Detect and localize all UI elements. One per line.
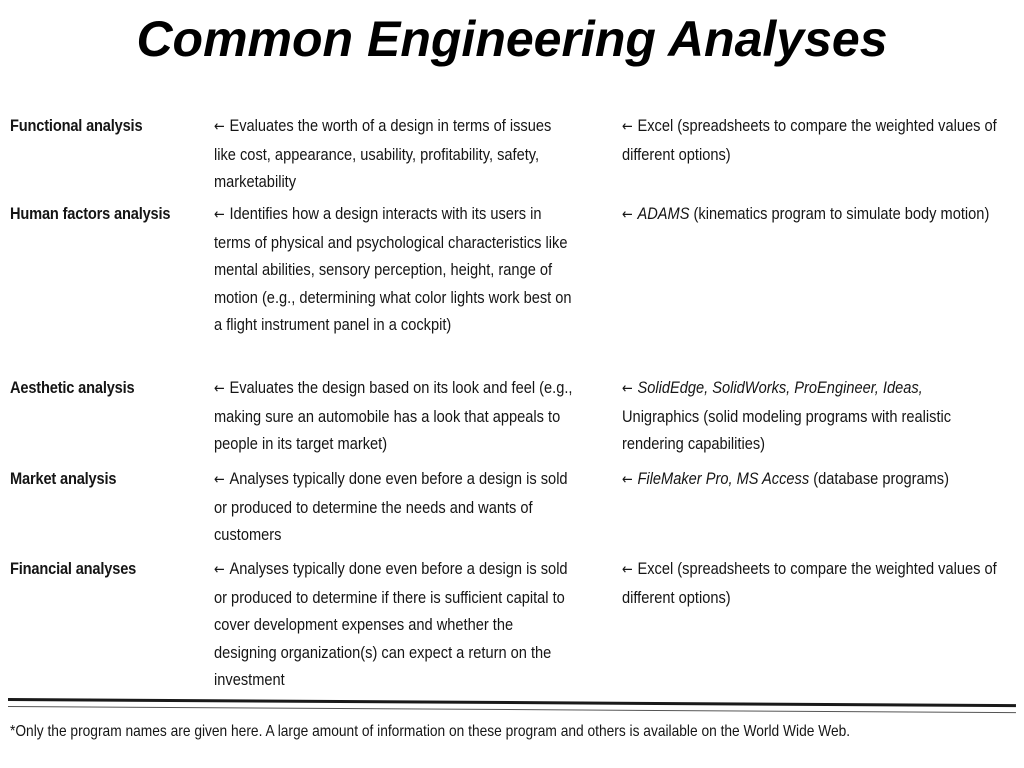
footnote: *Only the program names are given here. A large amount of information on these program and others is available on the World Wide Web.	[10, 723, 851, 740]
left-arrow-icon: ←	[214, 117, 225, 135]
left-arrow-icon: ←	[214, 379, 225, 397]
analysis-description: ← Evaluates the design based on its look and feel (e.g., making sure an automobile has a look that appeals to people in its target market)	[214, 374, 575, 458]
analysis-name: Functional analysis	[10, 116, 143, 135]
analysis-name: Human factors analysis	[10, 204, 171, 223]
left-arrow-icon: ←	[214, 205, 225, 223]
analysis-tool: ← ADAMS (kinematics program to simulate body motion)	[622, 200, 1000, 229]
analysis-description: ← Analyses typically done even before a design is sold or produced to determine the needs and wants of customers	[214, 465, 575, 549]
analysis-description: ← Evaluates the worth of a design in terms of issues like cost, appearance, usability, profitability, safety, marketability	[214, 112, 575, 196]
left-arrow-icon: ←	[622, 379, 633, 397]
analysis-name: Market analysis	[10, 469, 117, 488]
left-arrow-icon: ←	[622, 205, 633, 223]
analysis-name: Aesthetic analysis	[10, 378, 135, 397]
left-arrow-icon: ←	[622, 470, 633, 488]
left-arrow-icon: ←	[214, 560, 225, 578]
analysis-tool: ← FileMaker Pro, MS Access (database programs)	[622, 465, 1000, 494]
analysis-description: ← Analyses typically done even before a design is sold or produced to determine if there is sufficient capital to cover development expenses and whether the designing organization(s) can expect a return on the investment	[214, 555, 575, 694]
analysis-tool: ← SolidEdge, SolidWorks, ProEngineer, Ideas, Unigraphics (solid modeling programs with realistic rendering capabilities)	[622, 374, 1000, 458]
left-arrow-icon: ←	[214, 470, 225, 488]
page-title: Common Engineering Analyses	[136, 11, 888, 67]
left-arrow-icon: ←	[622, 117, 633, 135]
analysis-description: ← Identifies how a design interacts with its users in terms of physical and psychological characteristics like mental abilities, sensory perception, height, range of motion (e.g., determining what color lights work best on a flight instrument panel in a cockpit)	[214, 200, 575, 339]
divider-thin	[8, 706, 1016, 713]
divider-thick	[8, 698, 1016, 707]
analysis-name: Financial analyses	[10, 559, 137, 578]
analysis-tool: ← Excel (spreadsheets to compare the weighted values of different options)	[622, 112, 1000, 168]
left-arrow-icon: ←	[622, 560, 633, 578]
analysis-tool: ← Excel (spreadsheets to compare the weighted values of different options)	[622, 555, 1000, 611]
